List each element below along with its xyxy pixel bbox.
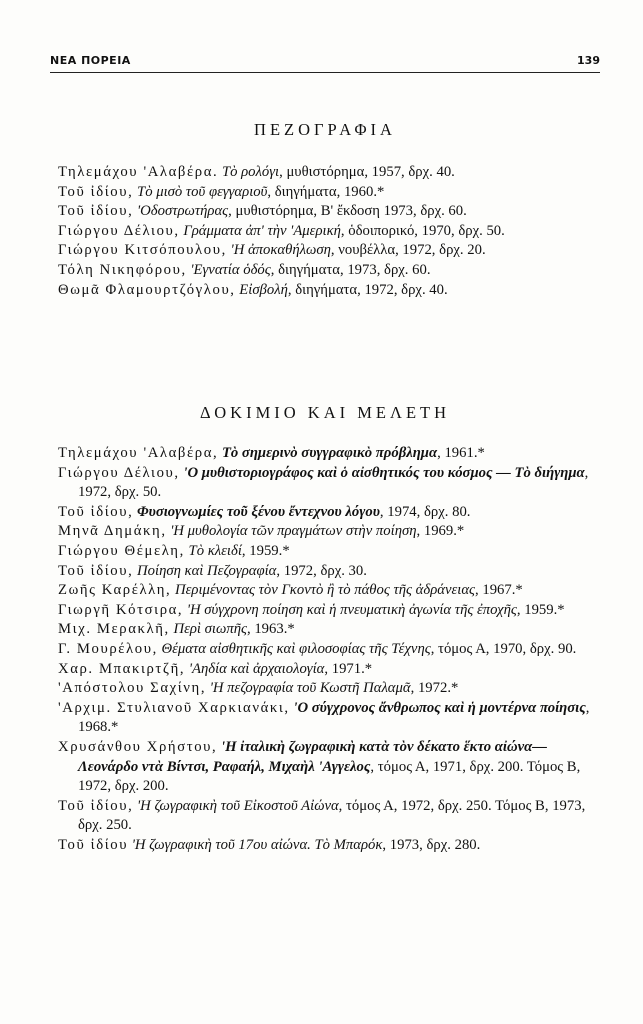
bibliography-entry [58,797,598,836]
entry-title: 'Η μυθολογία τῶν πραγμάτων στὴν ποίηση [170,523,417,540]
entry-author: 'Απόστολου Σαχίνη, [58,680,207,697]
bibliography-entry [58,522,598,542]
entry-title: Θέματα αἰσθητικῆς καὶ φιλοσοφίας τῆς Τέχνης [161,640,431,657]
entry-details: , 1972.* [410,680,459,697]
entry-author: Τοῦ ἰδίου, [58,203,134,220]
entry-author: Τοῦ ἰδίου [58,836,129,853]
entry-title: 'Ο μυθιστοριογράφος καὶ ὁ αἰσθητικός του κόσμος — Τὸ διήγημα [183,464,585,481]
entry-author: Γιωργῆ Κότσιρα, [58,601,184,618]
entry-details: , 1973, δρχ. 280. [382,836,481,853]
entry-title: Τὸ μισὸ τοῦ φεγγαριοῦ [137,183,268,200]
entry-details: , τόμος Α, 1971, δρχ. 200. Τόμος Β, 1972, δρχ. 200. [78,758,581,795]
entry-title: 'Η σύγχρονη ποίηση καὶ ἡ πνευματικὴ ἀγωνία τῆς ἐποχῆς [186,601,517,618]
entry-details: , μυθιστόρημα, Β' ἔκδοση 1973, δρχ. 60. [228,203,467,220]
entry-author: Μηνᾶ Δημάκη, [58,523,167,540]
entry-author: Τόλη Νικηφόρου, [58,261,187,278]
entry-title: Τὸ ρολόγι [221,164,280,180]
entry-details: , διηγήματα, 1973, δρχ. 60. [270,261,431,278]
bibliography-entry [58,660,598,680]
entry-details: , 1971.* [324,660,373,677]
entry-details: , τόμος Α, 1970, δρχ. 90. [430,640,577,657]
bibliography-entry [58,738,598,797]
bibliography-entry [58,562,598,582]
bibliography-entry [58,640,598,660]
entry-list-essay [58,444,598,855]
entry-details: , μυθιστόρημα, 1957, δρχ. 40. [279,164,455,180]
entry-title: 'Αηδία καὶ ἀρχαιολογία [188,660,325,677]
entry-author: Τοῦ ἰδίου, [58,183,134,200]
entry-author: Γ. Μουρέλου, [58,640,158,657]
entry-author: Τοῦ ἰδίου, [58,503,134,520]
entry-details: , διηγήματα, 1960.* [267,183,385,200]
entry-author: Γιώργου Κιτσόπουλου, [58,242,227,259]
section-title-prose: ΠΕΖΟΓΡΑΦΙΑ [254,120,396,139]
entry-title: Γράμματα ἀπ' τὴν 'Αμερική [183,222,341,239]
entry-details: , ὁδοιπορικό, 1970, δρχ. 50. [340,222,505,239]
entry-title: 'Εγνατία ὁδός [190,261,271,278]
bibliography-entry [58,620,598,640]
entry-author: Τηλεμάχου 'Αλαβέρα. [58,164,219,180]
entry-author: Τοῦ ἰδίου, [58,797,134,814]
entry-title: Εἰσβολή [239,281,288,298]
entry-author: Τοῦ ἰδίου, [58,562,134,579]
bibliography-entry [58,601,598,621]
entry-title: Τὸ σημερινὸ συγγραφικὸ πρόβλημα [221,445,438,461]
entry-author: Μιχ. Μερακλῆ, [58,621,170,638]
entry-details: , τόμος Α, 1972, δρχ. 250. Τόμος Β, 1973, δρχ. 250. [78,797,586,834]
entry-title: Περὶ σιωπῆς [173,621,247,638]
entry-details: , 1963.* [246,621,295,638]
entry-author: 'Αρχιμ. Στυλιανοῦ Χαρκιανάκι, [58,699,290,716]
entry-details: , 1959.* [516,601,565,618]
bibliography-entry [58,581,598,601]
entry-title: 'Η ἰταλικὴ ζωγραφικὴ κατὰ τὸν δέκατο ἕκτο αἰώνα—Λεονάρδο ντὰ Βίντσι, Ραφαήλ, Μιχαὴλ 'Αγγελος [78,738,547,775]
entry-details: , νουβέλλα, 1972, δρχ. 20. [330,242,486,259]
entry-author: Γιώργου Δέλιου, [58,464,180,481]
bibliography-entry [58,699,598,738]
entry-details: , 1972, δρχ. 50. [78,464,589,501]
entry-author: Γιώργου Θέμελη, [58,542,185,559]
bibliography-entry [58,261,598,281]
page-number: 139 [577,54,600,67]
bibliography-entry [58,542,598,562]
bibliography-entry [58,183,598,203]
entry-details: , 1959.* [241,542,290,559]
entry-details: , 1961.* [437,445,485,461]
entry-details: , διηγήματα, 1972, δρχ. 40. [287,281,448,298]
journal-title: ΝΕΑ ΠΟΡΕΙΑ [50,54,131,67]
entry-title: Περιμένοντας τὸν Γκοντὸ ἢ τὸ πάθος τῆς ἀδράνειας [175,582,476,599]
entry-title: 'Η πεζογραφία τοῦ Κωστῆ Παλαμᾶ [209,680,411,697]
bibliography-entry [58,202,598,222]
entry-author: Τηλεμάχου 'Αλαβέρα, [58,445,219,461]
entry-title: 'Η ζωγραφικὴ τοῦ Εἰκοστοῦ Αἰώνα [137,797,339,814]
running-header [50,50,600,73]
entry-title: 'Η ζωγραφικὴ τοῦ 17ου αἰώνα. Τὸ Μπαρόκ [131,836,383,853]
section-title-essay: ΔΟΚΙΜΙΟ ΚΑΙ ΜΕΛΕΤΗ [199,403,451,422]
bibliography-entry [58,163,598,183]
bibliography-entry [58,836,598,856]
bibliography-entry [58,679,598,699]
entry-title: 'Ο σύγχρονος ἄνθρωπος καὶ ἡ μοντέρνα ποίησις [293,699,586,716]
bibliography-entry [58,241,598,261]
entry-author: Θωμᾶ Φλαμουρτζόγλου, [58,281,236,298]
entry-title: Φυσιογνωμίες τοῦ ξένου ἔντεχνου λόγου [137,503,380,520]
bibliography-entry [58,503,598,523]
bibliography-entry [58,222,598,242]
bibliography-entry [58,464,598,503]
entry-details: , 1967.* [475,582,523,599]
bibliography-entry [58,444,598,464]
entry-author: Γιώργου Δέλιου, [58,222,180,239]
entry-title: Ποίηση καὶ Πεζογραφία [137,562,277,579]
bibliography-entry [58,281,598,301]
entry-author: Χρυσάνθου Χρήστου, [58,738,218,755]
entry-author: Χαρ. Μπακιρτζῆ, [58,660,186,677]
entry-details: , 1968.* [78,699,590,736]
entry-title: 'Η ἀποκαθήλωση [230,242,331,259]
entry-details: , 1972, δρχ. 30. [276,562,367,579]
entry-list-prose [58,163,598,300]
entry-title: 'Οδοστρωτήρας [137,203,229,220]
entry-details: , 1974, δρχ. 80. [379,503,471,520]
entry-author: Ζωῆς Καρέλλη, [58,582,172,599]
entry-details: , 1969.* [416,523,465,540]
entry-title: Τὸ κλειδί [188,542,242,559]
